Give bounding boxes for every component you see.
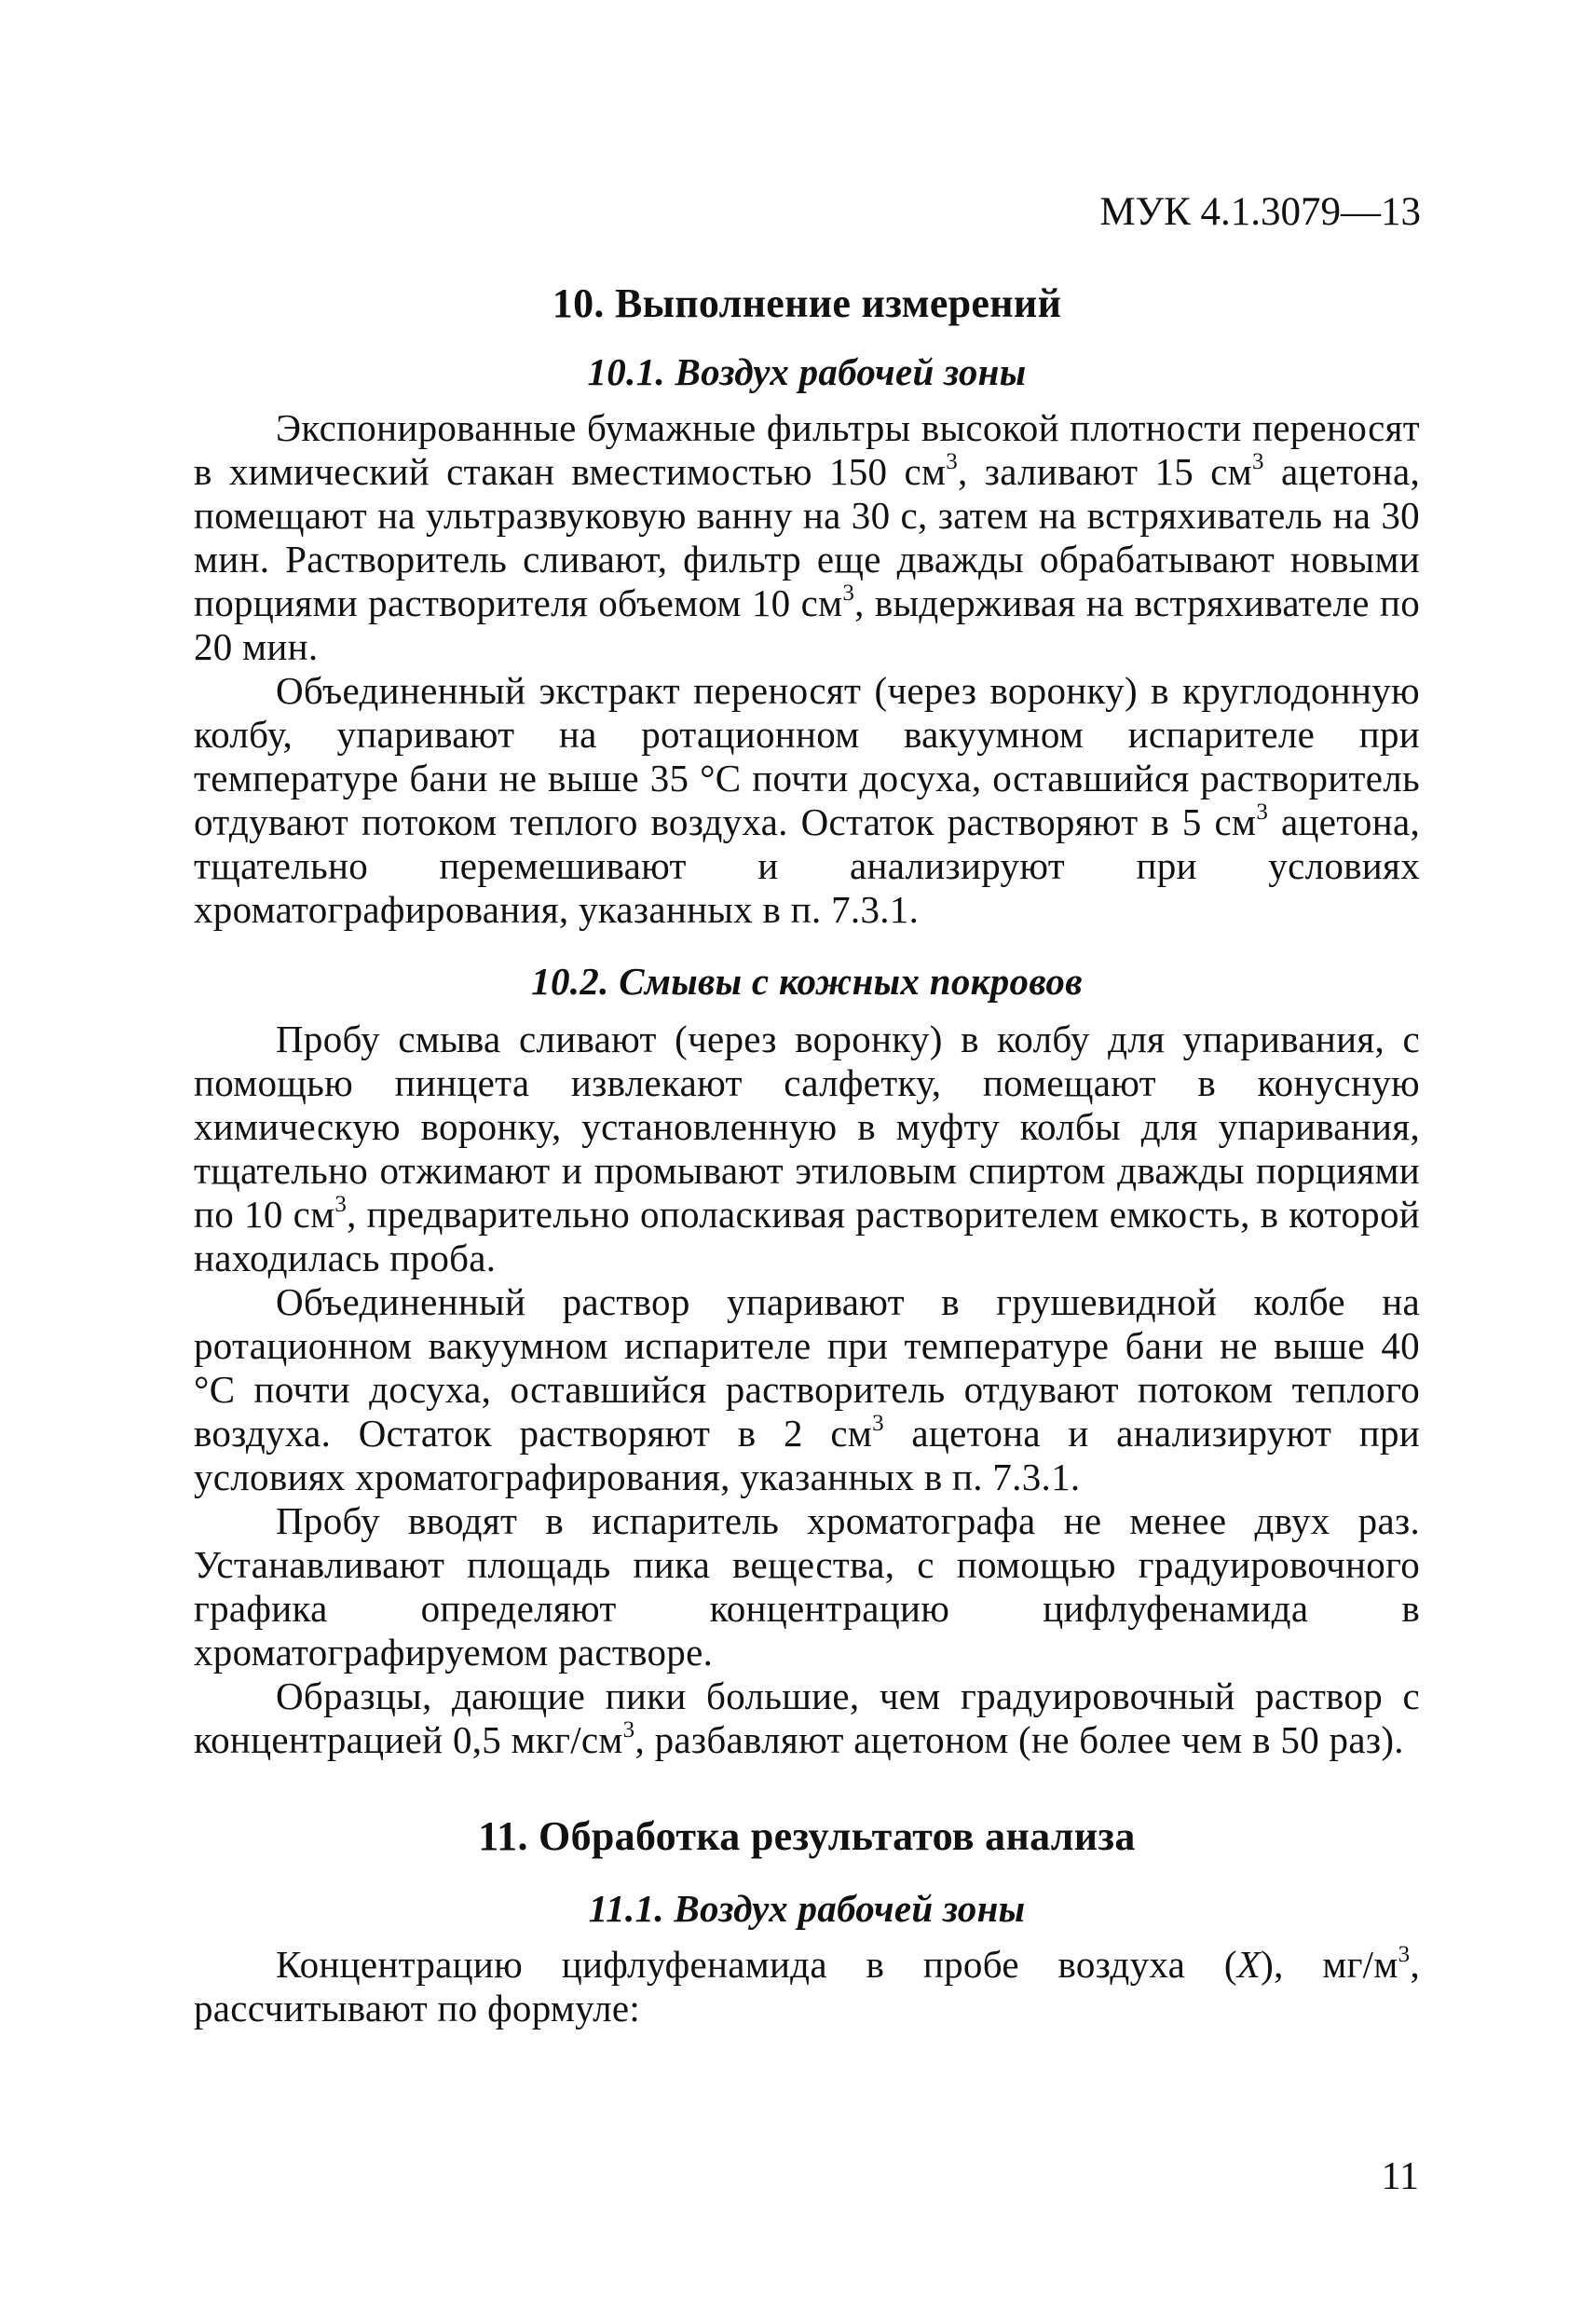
text-run: ацетона, тщательно перемешивают и анализируют при условиях хроматографирования, указанных в п. 7.3.1.	[194, 800, 1420, 931]
text-run: ацетона, помещают на ультразвуковую ванну на 30 с, затем на встряхиватель на 30 мин. Растворитель сливают, фильтр еще дважды обрабатывают новыми порциями растворителя объемом 10 см	[194, 450, 1420, 624]
superscript: 3	[1256, 800, 1269, 826]
superscript: 3	[842, 581, 855, 607]
superscript: 3	[622, 1717, 635, 1743]
superscript: 3	[946, 449, 959, 475]
text-run: Объединенный раствор упаривают в грушевидной колбе на ротационном вакуумном испарителе при температуре бани не выше 40 °С почти досуха, оставшийся растворитель отдувают потоком теплого воздуха. Остаток растворяют в 2 см	[194, 1280, 1420, 1455]
text-run: , рассчитывают по формуле:	[194, 1943, 1420, 2030]
paragraph-11-1-1	[194, 1943, 1420, 2030]
text-run: Концентрацию цифлуфенамида в пробе воздуха (	[276, 1943, 1237, 1986]
text-run: ацетона и анализируют при условиях хроматографирования, указанных в п. 7.3.1.	[194, 1412, 1420, 1498]
text-run: , выдерживая на встряхивателе по 20 мин.	[194, 581, 1420, 668]
text-run: Экспонированные бумажные фильтры высокой плотности переносят в химический стакан вместимостью 150 см	[194, 406, 1420, 493]
subsection-11-1-title: 11.1. Воздух рабочей зоны	[588, 1887, 1026, 1930]
text-run: , разбавляют ацетоном (не более чем в 50 раз).	[634, 1718, 1404, 1761]
document-code: МУК 4.1.3079—13	[1099, 190, 1421, 234]
text-run: ), мг/м	[1261, 1943, 1398, 1986]
superscript: 3	[1398, 1942, 1411, 1968]
text-run: Образцы, дающие пики большие, чем градуировочный раствор с концентрацией 0,5 мкг/см	[194, 1674, 1420, 1761]
paragraph-10-2-4	[194, 1674, 1420, 1762]
superscript: 3	[1252, 449, 1264, 475]
text-run: , заливают 15 см	[958, 450, 1253, 493]
subsection-10-1-title: 10.1. Воздух рабочей зоны	[587, 350, 1027, 393]
paragraph-10-1-1	[194, 406, 1420, 669]
paragraph-10-2-1	[194, 1018, 1420, 1280]
subsection-10-2-title: 10.2. Смывы с кожных покровов	[531, 960, 1083, 1003]
paragraph-10-2-3: Пробу вводят в испаритель хроматографа не менее двух раз. Устанавливают площадь пика вещества, с помощью градуировочного графика определяют концентрацию цифлуфенамида в хроматографируемом растворе.	[194, 1499, 1420, 1674]
text-run: Пробу смыва сливают (через воронку) в колбу для упаривания, с помощью пинцета извлекают салфетку, помещают в конусную химическую воронку, установленную в муфту колбы для упаривания, тщательно отжимают и промывают этиловым спиртом дважды порциями по 10 см	[194, 1018, 1420, 1236]
variable-symbol: X	[1236, 1943, 1262, 1986]
page-content	[194, 278, 1420, 2030]
paragraph-10-2-2	[194, 1280, 1420, 1499]
superscript: 3	[872, 1411, 884, 1437]
paragraph-10-1-2	[194, 669, 1420, 932]
section-11-title: 11. Обработка результатов анализа	[478, 1813, 1136, 1859]
section-10-title: 10. Выполнение измерений	[552, 280, 1062, 326]
text-run: Объединенный экстракт переносят (через воронку) в круглодонную колбу, упаривают на ротационном вакуумном испарителе при температуре бани не выше 35 °С почти досуха, оставшийся растворитель отдувают потоком теплого воздуха. Остаток растворяют в 5 см	[194, 669, 1420, 843]
page-number: 11	[1381, 2155, 1419, 2198]
text-run: , предварительно ополаскивая растворителем емкость, в которой находилась проба.	[194, 1193, 1420, 1279]
superscript: 3	[334, 1192, 348, 1218]
